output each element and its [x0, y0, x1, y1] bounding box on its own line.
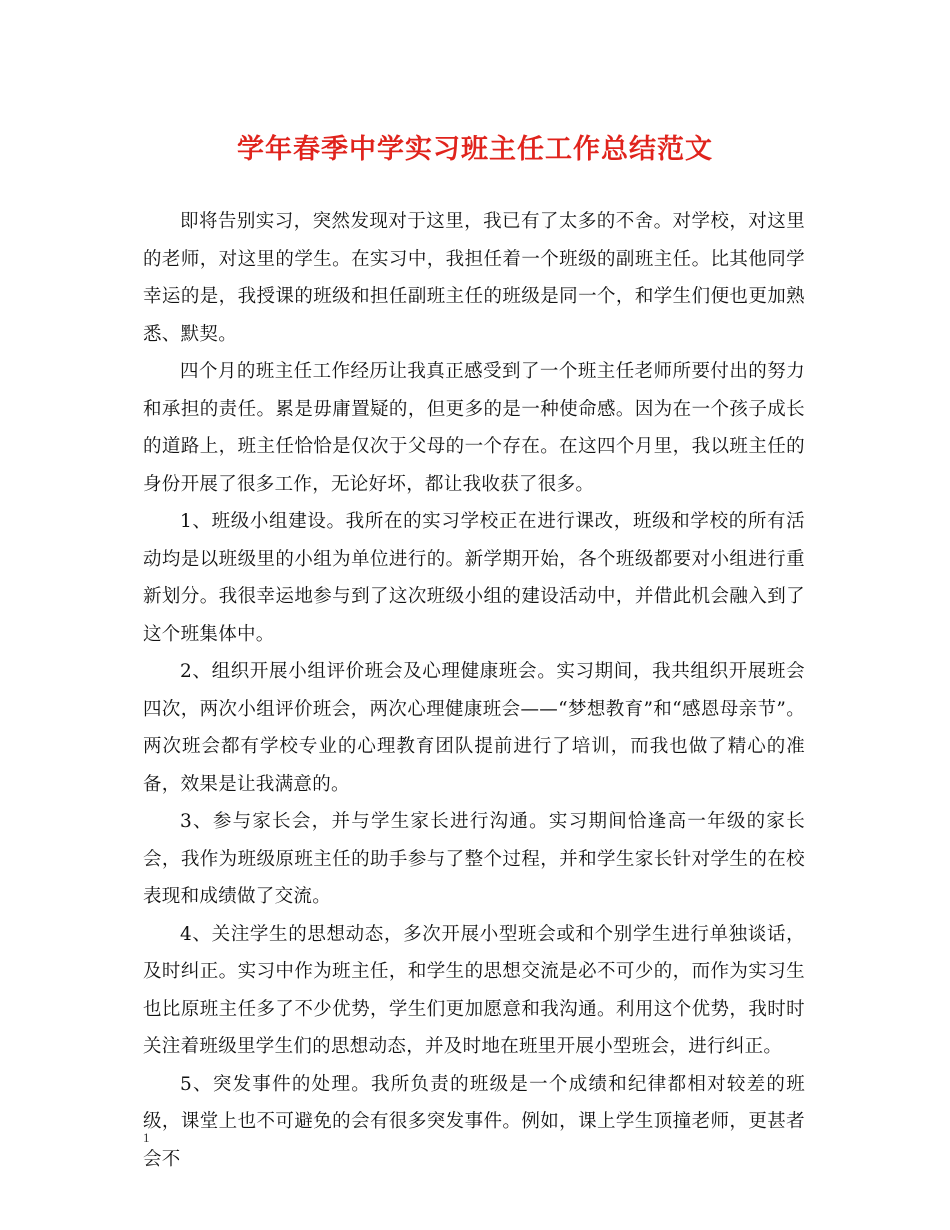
paragraph-item-5: 5、突发事件的处理。我所负责的班级是一个成绩和纪律都相对较差的班级，课堂上也不可避免的会有很多突发事件。例如，课上学生顶撞老师，更甚者会不	[143, 1073, 805, 1170]
paragraph-item-3: 3、参与家长会，并与学生家长进行沟通。实习期间恰逢高一年级的家长会，我作为班级原班主任的助手参与了整个过程，并和学生家长针对学生的在校表现和成绩做了交流。	[143, 811, 805, 907]
paragraph-intro: 即将告别实习，突然发现对于这里，我已有了太多的不舍。对学校，对这里的老师，对这里的学生。在实习中，我担任着一个班级的副班主任。比其他同学幸运的是，我授课的班级和担任副班主任的班级是同一个，和学生们便也更加熟悉、默契。	[143, 211, 805, 345]
paragraph-experience: 四个月的班主任工作经历让我真正感受到了一个班主任老师所要付出的努力和承担的责任。累是毋庸置疑的，但更多的是一种使命感。因为在一个孩子成长的道路上，班主任恰恰是仅次于父母的一个存在。在这四个月里，我以班主任的身份开展了很多工作，无论好坏，都让我收获了很多。	[143, 361, 805, 495]
page-number: 1	[143, 1130, 150, 1145]
paragraph-item-1: 1、班级小组建设。我所在的实习学校正在进行课改，班级和学校的所有活动均是以班级里的小组为单位进行的。新学期开始，各个班级都要对小组进行重新划分。我很幸运地参与到了这次班级小组的建设活动中，并借此机会融入到了这个班集体中。	[143, 511, 805, 645]
paragraph-item-4: 4、关注学生的思想动态，多次开展小型班会或和个别学生进行单独谈话，及时纠正。实习中作为班主任，和学生的思想交流是必不可少的，而作为实习生也比原班主任多了不少优势，学生们更加愿意和我沟通。利用这个优势，我时时关注着班级里学生们的思想动态，并及时地在班里开展小型班会，进行纠正。	[143, 923, 805, 1057]
paragraph-item-2: 2、组织开展小组评价班会及心理健康班会。实习期间，我共组织开展班会四次，两次小组评价班会，两次心理健康班会——“梦想教育”和“感恩母亲节”。两次班会都有学校专业的心理教育团队提前进行了培训，而我也做了精心的准备，效果是让我满意的。	[143, 661, 805, 795]
document-body	[143, 203, 805, 1178]
document-title: 学年春季中学实习班主任工作总结范文	[237, 134, 713, 165]
